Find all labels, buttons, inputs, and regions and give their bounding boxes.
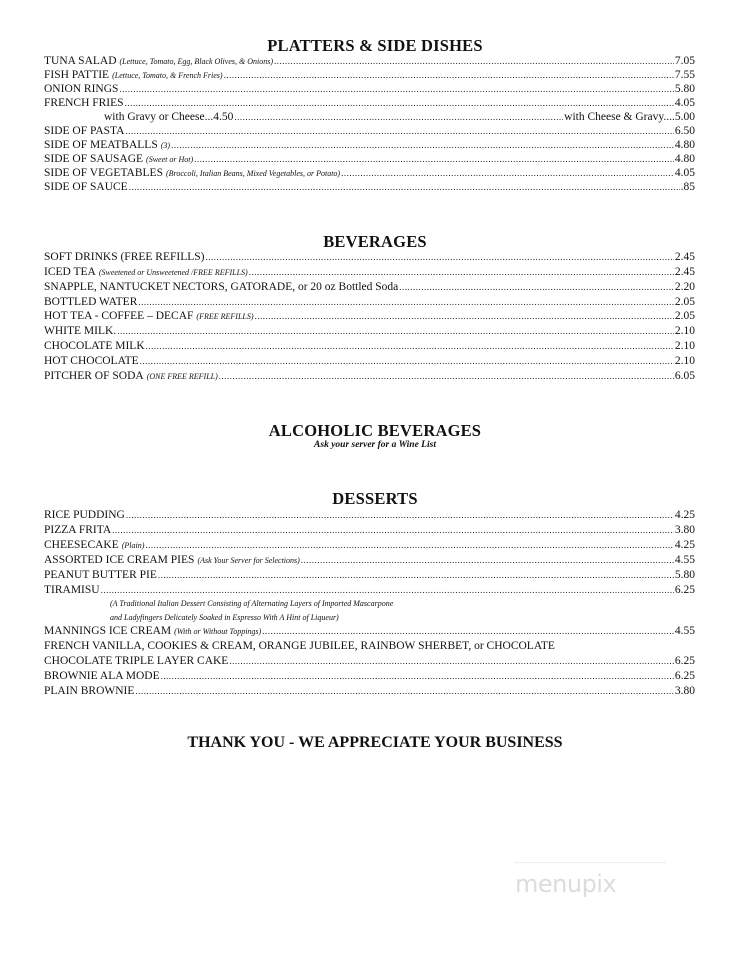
menu-item: [44, 166, 695, 180]
menu-item: [44, 54, 695, 68]
leader-dots: [249, 266, 674, 279]
item-note: (Broccoli, Italian Beans, Mixed Vegetables, or Potato): [165, 169, 341, 178]
item-price: 3.80: [674, 685, 695, 697]
menu-item: [44, 152, 695, 166]
item-name: SIDE OF SAUCE: [44, 181, 128, 193]
fries-options: [104, 110, 695, 124]
fries-option-gravy-or-cheese: with Gravy or Cheese...4.50: [104, 111, 234, 123]
leader-dots: [399, 281, 674, 294]
leader-dots: [161, 670, 674, 683]
menu-item: [44, 624, 695, 638]
item-name: RICE PUDDING: [44, 509, 125, 521]
leader-dots: [171, 139, 674, 152]
item-name: WHITE MILK.: [44, 325, 117, 337]
item-price: 6.25: [674, 670, 695, 682]
leader-dots: [101, 584, 674, 597]
item-name: CHOCOLATE MILK: [44, 340, 145, 352]
item-name: SIDE OF VEGETABLES: [44, 167, 163, 179]
item-price: 2.05: [674, 310, 695, 322]
item-price: 4.25: [674, 539, 695, 551]
beverages-title: BEVERAGES: [323, 232, 427, 251]
item-price: 2.10: [674, 355, 695, 367]
leader-dots: [229, 655, 674, 668]
leader-dots: [341, 167, 674, 180]
leader-dots: [234, 111, 563, 124]
desserts-title: DESSERTS: [332, 489, 418, 508]
item-name: FISH PATTIE: [44, 69, 110, 81]
thank-you-footer: THANK YOU - WE APPRECIATE YOUR BUSINESS: [187, 734, 563, 751]
menu-item: [44, 295, 695, 309]
item-name: TUNA SALAD: [44, 55, 117, 67]
item-name: SIDE OF PASTA: [44, 125, 125, 137]
menu-item: [44, 309, 695, 323]
menu-item: [44, 250, 695, 264]
leader-dots: [219, 370, 674, 383]
menu-item: [44, 583, 695, 597]
watermark-divider: [515, 862, 665, 864]
item-note: (ONE FREE REFILL): [146, 372, 218, 381]
item-name: PLAIN BROWNIE: [44, 685, 135, 697]
item-price: 2.05: [674, 296, 695, 308]
item-price: 4.05: [674, 167, 695, 179]
menu-item: [44, 354, 695, 368]
item-name: SOFT DRINKS (FREE REFILLS): [44, 251, 205, 263]
leader-dots: [262, 625, 674, 638]
ice-cream-flavors: FRENCH VANILLA, COOKIES & CREAM, ORANGE JUBILEE, RAINBOW SHERBET, or CHOCOLATE: [44, 640, 555, 652]
item-note: (Plain): [121, 541, 145, 550]
item-note: (With or Without Toppings): [174, 627, 262, 636]
leader-dots: [146, 340, 674, 353]
leader-dots: [112, 524, 674, 537]
item-price: 5.80: [674, 83, 695, 95]
item-price: 4.55: [674, 554, 695, 566]
item-price: 2.45: [674, 266, 695, 278]
item-name: ICED TEA: [44, 266, 96, 278]
leader-dots: [301, 554, 674, 567]
menu-item: [44, 654, 695, 668]
item-price: 6.25: [674, 584, 695, 596]
menu-item: [44, 508, 695, 522]
item-note: (3): [160, 141, 171, 150]
item-note: (Ask Your Server for Selections): [197, 556, 300, 565]
wine-list-note: Ask your server for a Wine List: [314, 440, 436, 450]
item-name: SIDE OF SAUSAGE: [44, 153, 144, 165]
leader-dots: [158, 569, 674, 582]
item-name: PIZZA FRITA: [44, 524, 112, 536]
leader-dots: [126, 509, 674, 522]
menu-item: [44, 553, 695, 567]
item-price: .85: [680, 181, 695, 193]
item-note: (FREE REFILLS): [196, 312, 254, 321]
fries-option-cheese-and-gravy: with Cheese & Gravy....5.00: [564, 111, 695, 123]
menu-item: [44, 669, 695, 683]
item-price: 4.80: [674, 139, 695, 151]
item-name: BOTTLED WATER: [44, 296, 138, 308]
item-price: 6.05: [674, 370, 695, 382]
item-name: MANNINGS ICE CREAM: [44, 625, 172, 637]
item-name: PITCHER OF SODA: [44, 370, 144, 382]
menu-item: [44, 124, 695, 138]
menu-item: [44, 523, 695, 537]
item-price: 4.80: [674, 153, 695, 165]
leader-dots: [140, 355, 674, 368]
menu-item: [44, 180, 695, 194]
menu-item: [44, 684, 695, 698]
item-name: TIRAMISU: [44, 584, 100, 596]
menu-item: [44, 265, 695, 279]
menu-item: [44, 568, 695, 582]
item-price: 2.20: [674, 281, 695, 293]
item-note: (Lettuce, Tomato, Egg, Black Olives, & Onions): [119, 57, 273, 66]
item-price: 6.25: [674, 655, 695, 667]
item-price: 5.80: [674, 569, 695, 581]
item-name: ASSORTED ICE CREAM PIES: [44, 554, 195, 566]
leader-dots: [224, 69, 674, 82]
menu-item: [44, 324, 695, 338]
item-price: 2.10: [674, 340, 695, 352]
menu-item: [44, 339, 695, 353]
item-name: SNAPPLE, NANTUCKET NECTORS, GATORADE, or 20 oz Bottled Soda: [44, 281, 399, 293]
menu-item: [44, 369, 695, 383]
menu-item: [44, 280, 695, 294]
tiramisu-description: (A Traditional Italian Dessert Consisting of Alternating Layers of Imported Mascarpone: [110, 599, 394, 608]
menu-item: [44, 138, 695, 152]
item-price: 6.50: [674, 125, 695, 137]
item-price: 4.25: [674, 509, 695, 521]
menu-item: [44, 82, 695, 96]
item-name: CHOCOLATE TRIPLE LAYER CAKE: [44, 655, 229, 667]
menu-item: [44, 68, 695, 82]
menu-item: [44, 538, 695, 552]
item-name: BROWNIE ALA MODE: [44, 670, 160, 682]
platters-title: PLATTERS & SIDE DISHES: [267, 36, 483, 55]
item-price: 4.05: [674, 97, 695, 109]
item-name: SIDE OF MEATBALLS: [44, 139, 158, 151]
item-price: 4.55: [674, 625, 695, 637]
item-price: 2.45: [674, 251, 695, 263]
item-name: HOT TEA - COFFEE – DECAF: [44, 310, 194, 322]
item-name: ONION RINGS: [44, 83, 119, 95]
leader-dots: [125, 125, 673, 138]
item-price: 3.80: [674, 524, 695, 536]
leader-dots: [194, 153, 674, 166]
item-price: 2.10: [674, 325, 695, 337]
leader-dots: [138, 296, 673, 309]
alcoholic-title: ALCOHOLIC BEVERAGES: [268, 421, 482, 440]
item-note: (Sweetened or Unsweetened /FREE REFILLS): [98, 268, 248, 277]
leader-dots: [206, 251, 674, 264]
leader-dots: [274, 55, 674, 68]
leader-dots: [117, 325, 674, 338]
item-name: FRENCH FRIES: [44, 97, 124, 109]
item-name: CHEESECAKE: [44, 539, 119, 551]
item-note: (Lettuce, Tomato, & French Fries): [112, 71, 223, 80]
leader-dots: [129, 181, 680, 194]
item-name: HOT CHOCOLATE: [44, 355, 139, 367]
leader-dots: [145, 539, 673, 552]
menupix-watermark: menupix: [515, 870, 617, 898]
item-price: 7.05: [674, 55, 695, 67]
tiramisu-description: and Ladyfingers Delicately Soaked in Espresso With A Hint of Liqueur): [110, 613, 339, 622]
leader-dots: [125, 97, 674, 110]
item-note: (Sweet or Hot): [146, 155, 194, 164]
menu-item: [44, 96, 695, 110]
leader-dots: [135, 685, 673, 698]
item-price: 7.55: [674, 69, 695, 81]
leader-dots: [255, 310, 674, 323]
item-name: PEANUT BUTTER PIE: [44, 569, 157, 581]
leader-dots: [119, 83, 673, 96]
